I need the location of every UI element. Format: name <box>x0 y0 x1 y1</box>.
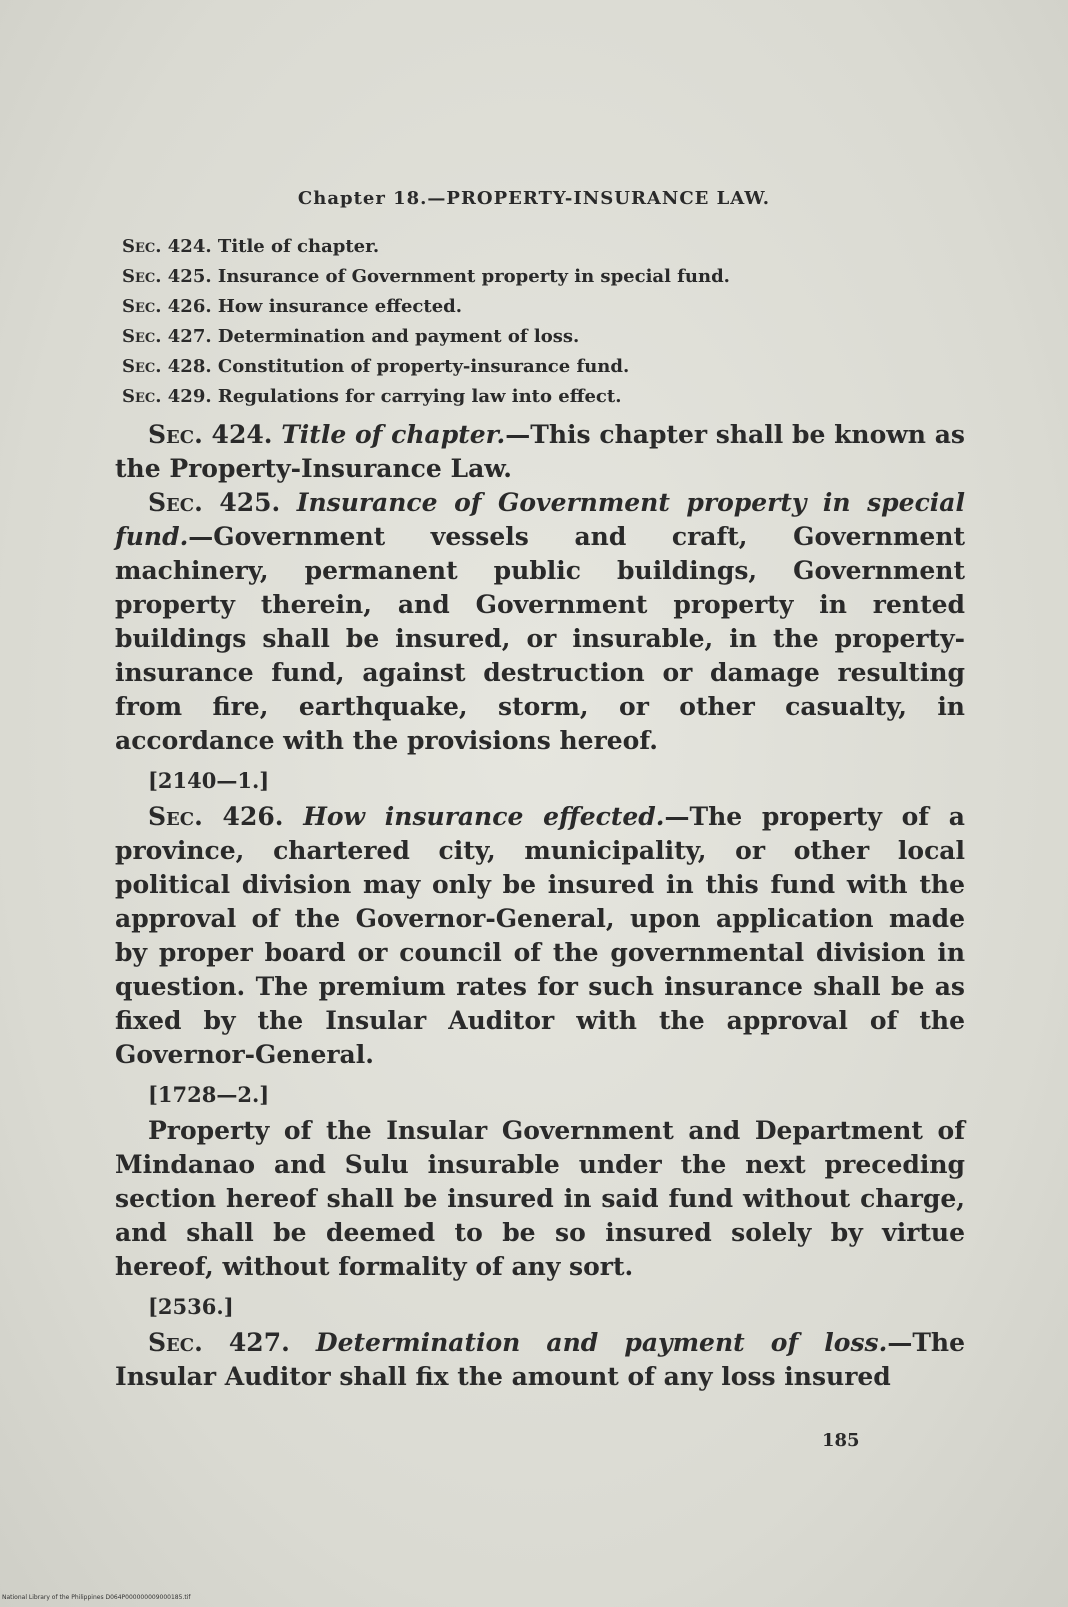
section-427-paragraph <box>115 1326 965 1394</box>
section-424-paragraph <box>115 418 965 486</box>
body-text <box>115 418 965 1394</box>
toc-section-title: Determination and payment of loss. <box>217 326 580 347</box>
table-of-contents <box>122 232 942 412</box>
section-text: —Government vessels and craft, Government machinery, permanent public buildings, Government property therein, and Government property in rented buildings shall be insured, or insurable, in the property-insurance fund, against destruction or damage resulting from fire, earthquake, storm, or other casualty, in accordance with the provisions hereof. <box>115 522 965 755</box>
toc-entry <box>122 382 942 412</box>
toc-section-title: Title of chapter. <box>217 236 380 257</box>
section-number: Sec. 424. <box>148 420 273 449</box>
toc-entry <box>122 232 942 262</box>
section-426-paragraph <box>115 800 965 1072</box>
section-title: How insurance effected. <box>303 802 665 831</box>
section-426-second-paragraph: Property of the Insular Government and Department of Mindanao and Sulu insurable under the next preceding section hereof shall be insured in said fund without charge, and shall be deemed to be so insured solely by virtue hereof, without formality of any sort. <box>115 1116 965 1281</box>
section-text: —The property of a province, chartered city, municipality, or other local political division may only be insured in this fund with the approval of the Governor-General, upon application made by proper board or council of the governmental division in question. The premium rates for such insurance shall be as fixed by the Insular Auditor with the approval of the Governor-General. <box>115 802 965 1069</box>
scan-credit: National Library of the Philippines D064P000000009000185.tif <box>2 1594 191 1601</box>
section-title: Insurance of Government property in special fund. <box>115 488 965 551</box>
toc-section-title: Insurance of Government property in special fund. <box>217 266 730 287</box>
toc-section-number: Sec. 428. <box>122 356 212 377</box>
toc-entry <box>122 352 942 382</box>
section-title: Title of chapter. <box>281 420 506 449</box>
page-number: 185 <box>822 1430 860 1451</box>
toc-section-title: How insurance effected. <box>217 296 463 317</box>
toc-section-title: Constitution of property-insurance fund. <box>217 356 630 377</box>
section-text: —The Insular Auditor shall fix the amount of any loss insured <box>115 1328 965 1391</box>
section-title: Determination and payment of loss. <box>315 1328 888 1357</box>
toc-section-number: Sec. 424. <box>122 236 212 257</box>
toc-section-number: Sec. 426. <box>122 296 212 317</box>
section-number: Sec. 427. <box>148 1328 290 1357</box>
toc-section-number: Sec. 425. <box>122 266 212 287</box>
toc-entry <box>122 322 942 352</box>
toc-section-number: Sec. 427. <box>122 326 212 347</box>
citation: [2140—1.] <box>148 768 270 793</box>
section-text: —This chapter shall be known as the Property-Insurance Law. <box>115 420 965 483</box>
section-number: Sec. 426. <box>148 802 284 831</box>
chapter-heading: Chapter 18.—PROPERTY-INSURANCE LAW. <box>297 188 771 209</box>
section-425-paragraph <box>115 486 965 758</box>
toc-entry <box>122 292 942 322</box>
citation: [1728—2.] <box>148 1082 270 1107</box>
toc-section-number: Sec. 429. <box>122 386 212 407</box>
section-number: Sec. 425. <box>148 488 281 517</box>
toc-entry <box>122 262 942 292</box>
toc-section-title: Regulations for carrying law into effect. <box>217 386 622 407</box>
citation: [2536.] <box>148 1294 234 1319</box>
